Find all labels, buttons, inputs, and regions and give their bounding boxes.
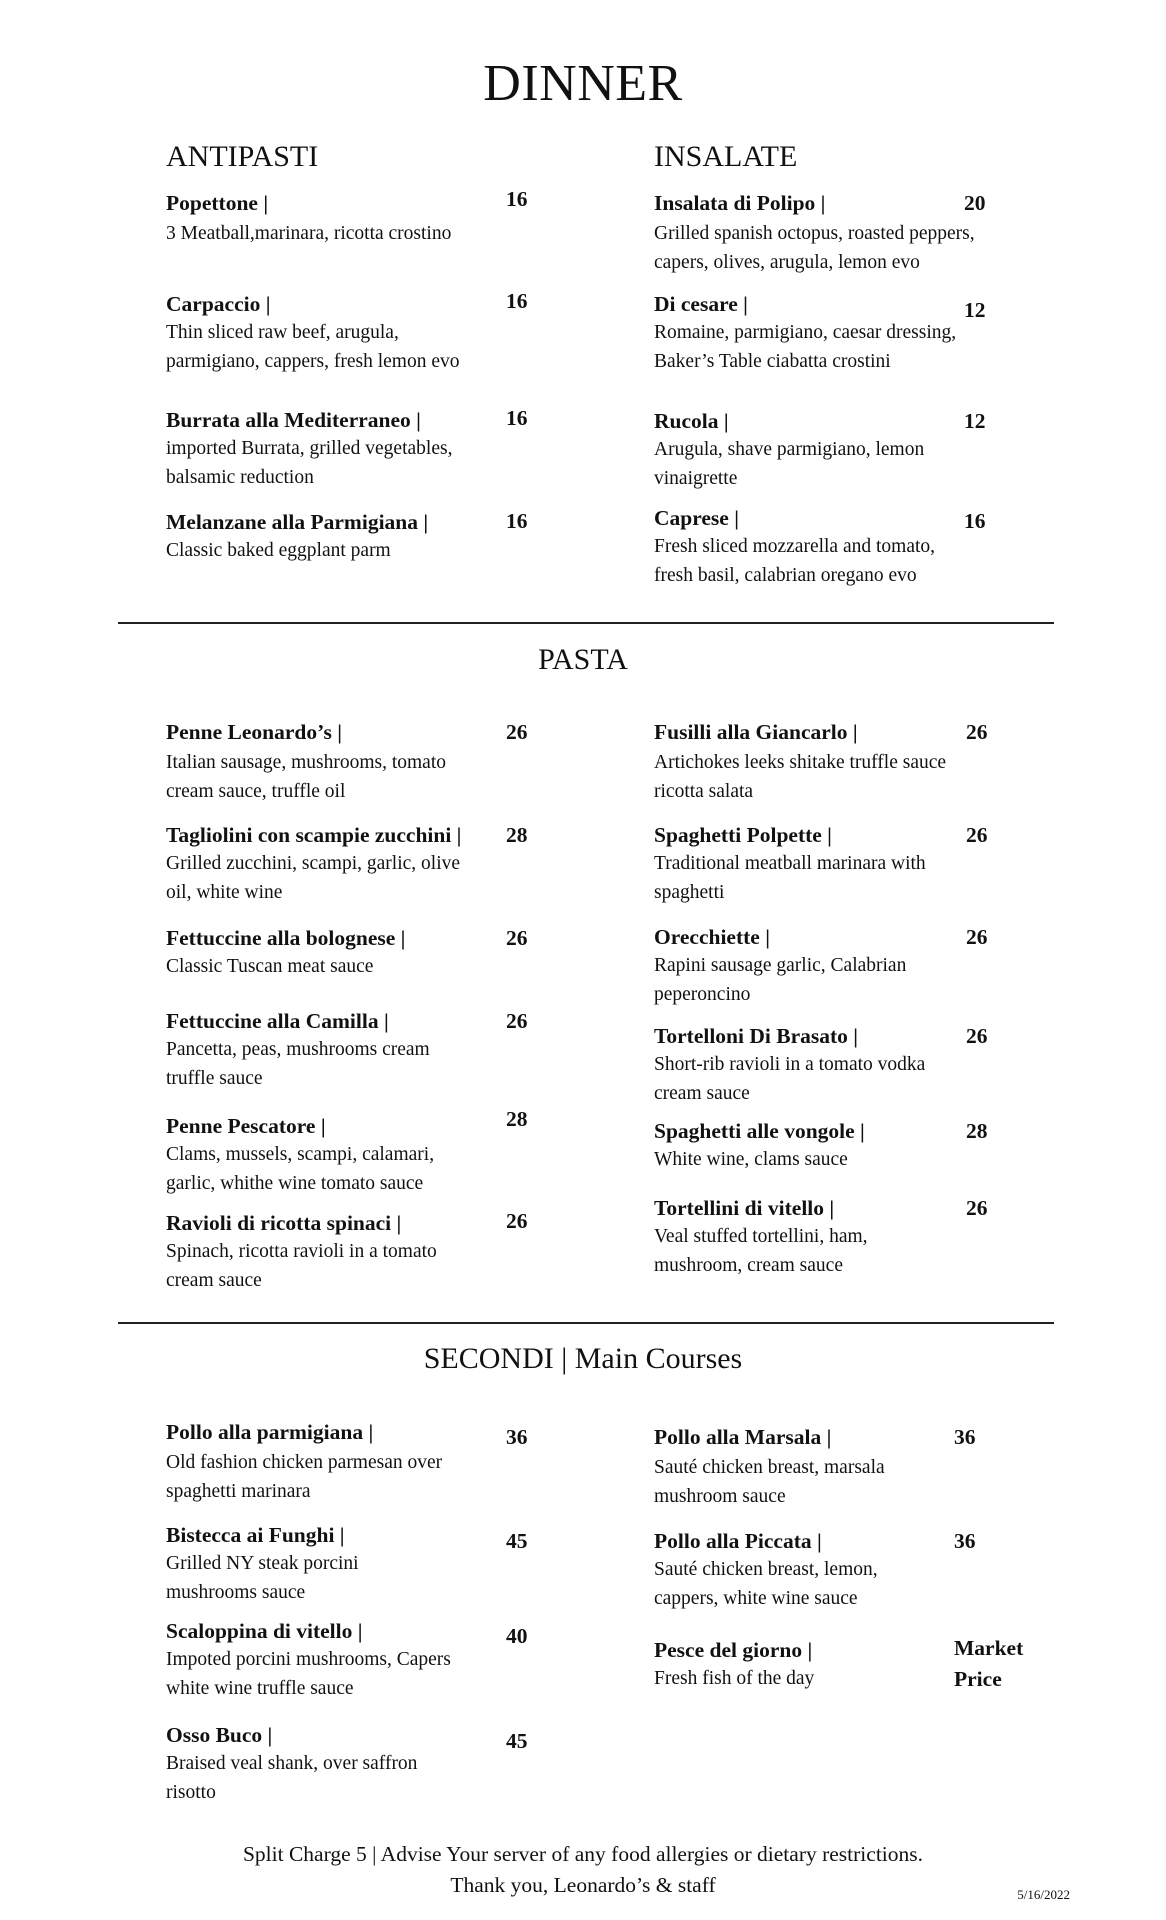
item-name: Fettuccine alla bolognese | — [166, 926, 406, 950]
item-name: Fusilli alla Giancarlo | — [654, 720, 858, 744]
menu-item — [166, 1722, 466, 1807]
menu-item — [654, 1195, 914, 1280]
item-name: Penne Pescatore | — [166, 1114, 326, 1138]
menu-item — [654, 408, 974, 493]
item-price: 26 — [506, 1209, 528, 1233]
item-description: Fresh sliced mozzarella and tomato, fresh basil, calabrian oregano evo — [654, 536, 936, 586]
item-description: Braised veal shank, over saffron risotto — [166, 1753, 418, 1803]
item-name: Penne Leonardo’s | — [166, 720, 342, 744]
item-name: Pollo alla Marsala | — [654, 1425, 832, 1449]
item-price: 16 — [506, 289, 528, 313]
item-price: 45 — [506, 1529, 528, 1553]
item-name: Rucola | — [654, 409, 729, 433]
item-name: Carpaccio | — [166, 292, 271, 316]
item-price: 16 — [506, 509, 528, 533]
footer-thanks: Thank you, Leonardo’s & staff — [450, 1873, 716, 1897]
item-name: Spaghetti Polpette | — [654, 823, 832, 847]
item-name: Tortelloni Di Brasato | — [654, 1024, 859, 1048]
item-description: Arugula, shave parmigiano, lemon vinaigrette — [654, 439, 925, 489]
item-description: Sauté chicken breast, marsala mushroom sauce — [654, 1457, 885, 1507]
menu-item — [654, 719, 954, 806]
item-description: Grilled spanish octopus, roasted peppers, capers, olives, arugula, lemon evo — [654, 223, 975, 273]
item-description: Veal stuffed tortellini, ham, mushroom, cream sauce — [654, 1226, 868, 1276]
menu-item — [654, 822, 954, 907]
item-price: 26 — [506, 926, 528, 950]
item-name: Pesce del giorno | — [654, 1638, 813, 1662]
page-title: DINNER — [483, 55, 683, 112]
item-name: Scaloppina di vitello | — [166, 1619, 363, 1643]
market-price-line: Price — [954, 1667, 1002, 1691]
item-description: Classic Tuscan meat sauce — [166, 956, 374, 977]
menu-item — [166, 719, 486, 806]
item-name: Di cesare | — [654, 292, 748, 316]
item-price: 28 — [506, 823, 528, 847]
item-price: 12 — [964, 409, 986, 433]
menu-item — [166, 925, 486, 981]
menu-item — [166, 1419, 466, 1506]
item-name: Bistecca ai Funghi | — [166, 1523, 345, 1547]
item-name: Popettone | — [166, 191, 269, 215]
item-description: Old fashion chicken parmesan over spaghetti marinara — [166, 1452, 443, 1502]
menu-item — [166, 509, 496, 565]
item-price: 26 — [966, 1024, 988, 1048]
item-description: Sauté chicken breast, lemon, cappers, white wine sauce — [654, 1559, 878, 1609]
item-name: Caprese | — [654, 506, 739, 530]
menu-item — [166, 291, 496, 376]
item-description: imported Burrata, grilled vegetables, balsamic reduction — [166, 438, 453, 488]
item-price: 16 — [964, 509, 986, 533]
menu-item — [166, 822, 466, 907]
menu-item — [166, 190, 496, 248]
item-description: Italian sausage, mushrooms, tomato cream sauce, truffle oil — [166, 752, 446, 802]
secondi-heading: SECONDI | Main Courses — [423, 1342, 743, 1375]
item-price: 12 — [964, 298, 986, 322]
menu-item — [654, 1637, 944, 1693]
menu-item — [654, 190, 1014, 277]
menu-item — [654, 291, 1014, 376]
item-price: 36 — [506, 1425, 528, 1449]
item-description: Romaine, parmigiano, caesar dressing, Baker’s Table ciabatta crostini — [654, 322, 957, 372]
menu-item — [654, 1528, 944, 1613]
item-description: Pancetta, peas, mushrooms cream truffle sauce — [166, 1039, 430, 1089]
item-description: Fresh fish of the day — [654, 1668, 815, 1689]
item-price: 16 — [506, 406, 528, 430]
item-name: Spaghetti alle vongole | — [654, 1119, 865, 1143]
section-divider — [118, 1322, 1054, 1324]
menu-date: 5/16/2022 — [1017, 1887, 1070, 1902]
menu-item — [166, 1113, 486, 1198]
market-price-line: Market — [954, 1636, 1024, 1660]
item-price: 26 — [966, 720, 988, 744]
item-name: Tortellini di vitello | — [654, 1196, 835, 1220]
item-price: 20 — [964, 191, 986, 215]
item-description: Artichokes leeks shitake truffle sauce ricotta salata — [654, 752, 947, 802]
item-price: 36 — [954, 1425, 976, 1449]
item-description: Grilled zucchini, scampi, garlic, olive oil, white wine — [166, 853, 461, 903]
item-price: 16 — [506, 187, 528, 211]
item-description: White wine, clams sauce — [654, 1149, 848, 1170]
item-price: 36 — [954, 1529, 976, 1553]
antipasti-heading: ANTIPASTI — [166, 140, 319, 173]
menu-item — [166, 1522, 406, 1607]
item-name: Osso Buco | — [166, 1723, 273, 1747]
menu-item — [166, 1210, 486, 1295]
menu-item — [654, 1424, 944, 1511]
menu-item — [166, 1618, 466, 1703]
item-price: 26 — [506, 1009, 528, 1033]
item-name: Burrata alla Mediterraneo | — [166, 408, 421, 432]
item-description: 3 Meatball,marinara, ricotta crostino — [166, 223, 452, 244]
menu-item — [166, 407, 466, 492]
menu-item — [654, 1023, 964, 1108]
menu-item — [166, 1008, 466, 1093]
item-description: Impoted porcini mushrooms, Capers white wine truffle sauce — [166, 1649, 451, 1699]
item-price: 28 — [966, 1119, 988, 1143]
item-description: Grilled NY steak porcini mushrooms sauce — [166, 1553, 359, 1603]
item-name: Pollo alla Piccata | — [654, 1529, 822, 1553]
item-price: 28 — [506, 1107, 528, 1131]
item-price: 26 — [966, 1196, 988, 1220]
market-price-label — [954, 1633, 1023, 1695]
item-price: 26 — [966, 925, 988, 949]
menu-item — [654, 924, 954, 1009]
item-description: Spinach, ricotta ravioli in a tomato cream sauce — [166, 1241, 437, 1291]
item-description: Classic baked eggplant parm — [166, 540, 391, 561]
item-price: 26 — [506, 720, 528, 744]
item-name: Orecchiette | — [654, 925, 770, 949]
item-name: Pollo alla parmigiana | — [166, 1420, 374, 1444]
item-description: Short-rib ravioli in a tomato vodka cream sauce — [654, 1054, 926, 1104]
menu-item — [654, 505, 974, 590]
item-description: Traditional meatball marinara with spaghetti — [654, 853, 926, 903]
item-description: Rapini sausage garlic, Calabrian peperoncino — [654, 955, 907, 1005]
item-price: 40 — [506, 1624, 528, 1648]
item-name: Tagliolini con scampie zucchini | — [166, 823, 462, 847]
item-price: 45 — [506, 1729, 528, 1753]
item-description: Clams, mussels, scampi, calamari, garlic, whithe wine tomato sauce — [166, 1144, 435, 1194]
item-name: Fettuccine alla Camilla | — [166, 1009, 389, 1033]
item-name: Insalata di Polipo | — [654, 191, 826, 215]
menu-item — [654, 1118, 954, 1174]
item-price: 26 — [966, 823, 988, 847]
section-divider — [118, 622, 1054, 624]
item-name: Ravioli di ricotta spinaci | — [166, 1211, 402, 1235]
pasta-heading: PASTA — [538, 643, 628, 676]
insalate-heading: INSALATE — [654, 140, 798, 173]
item-name: Melanzane alla Parmigiana | — [166, 510, 429, 534]
footer-notice: Split Charge 5 | Advise Your server of any food allergies or dietary restrictions. — [242, 1842, 924, 1866]
item-description: Thin sliced raw beef, arugula, parmigiano, cappers, fresh lemon evo — [166, 322, 460, 372]
